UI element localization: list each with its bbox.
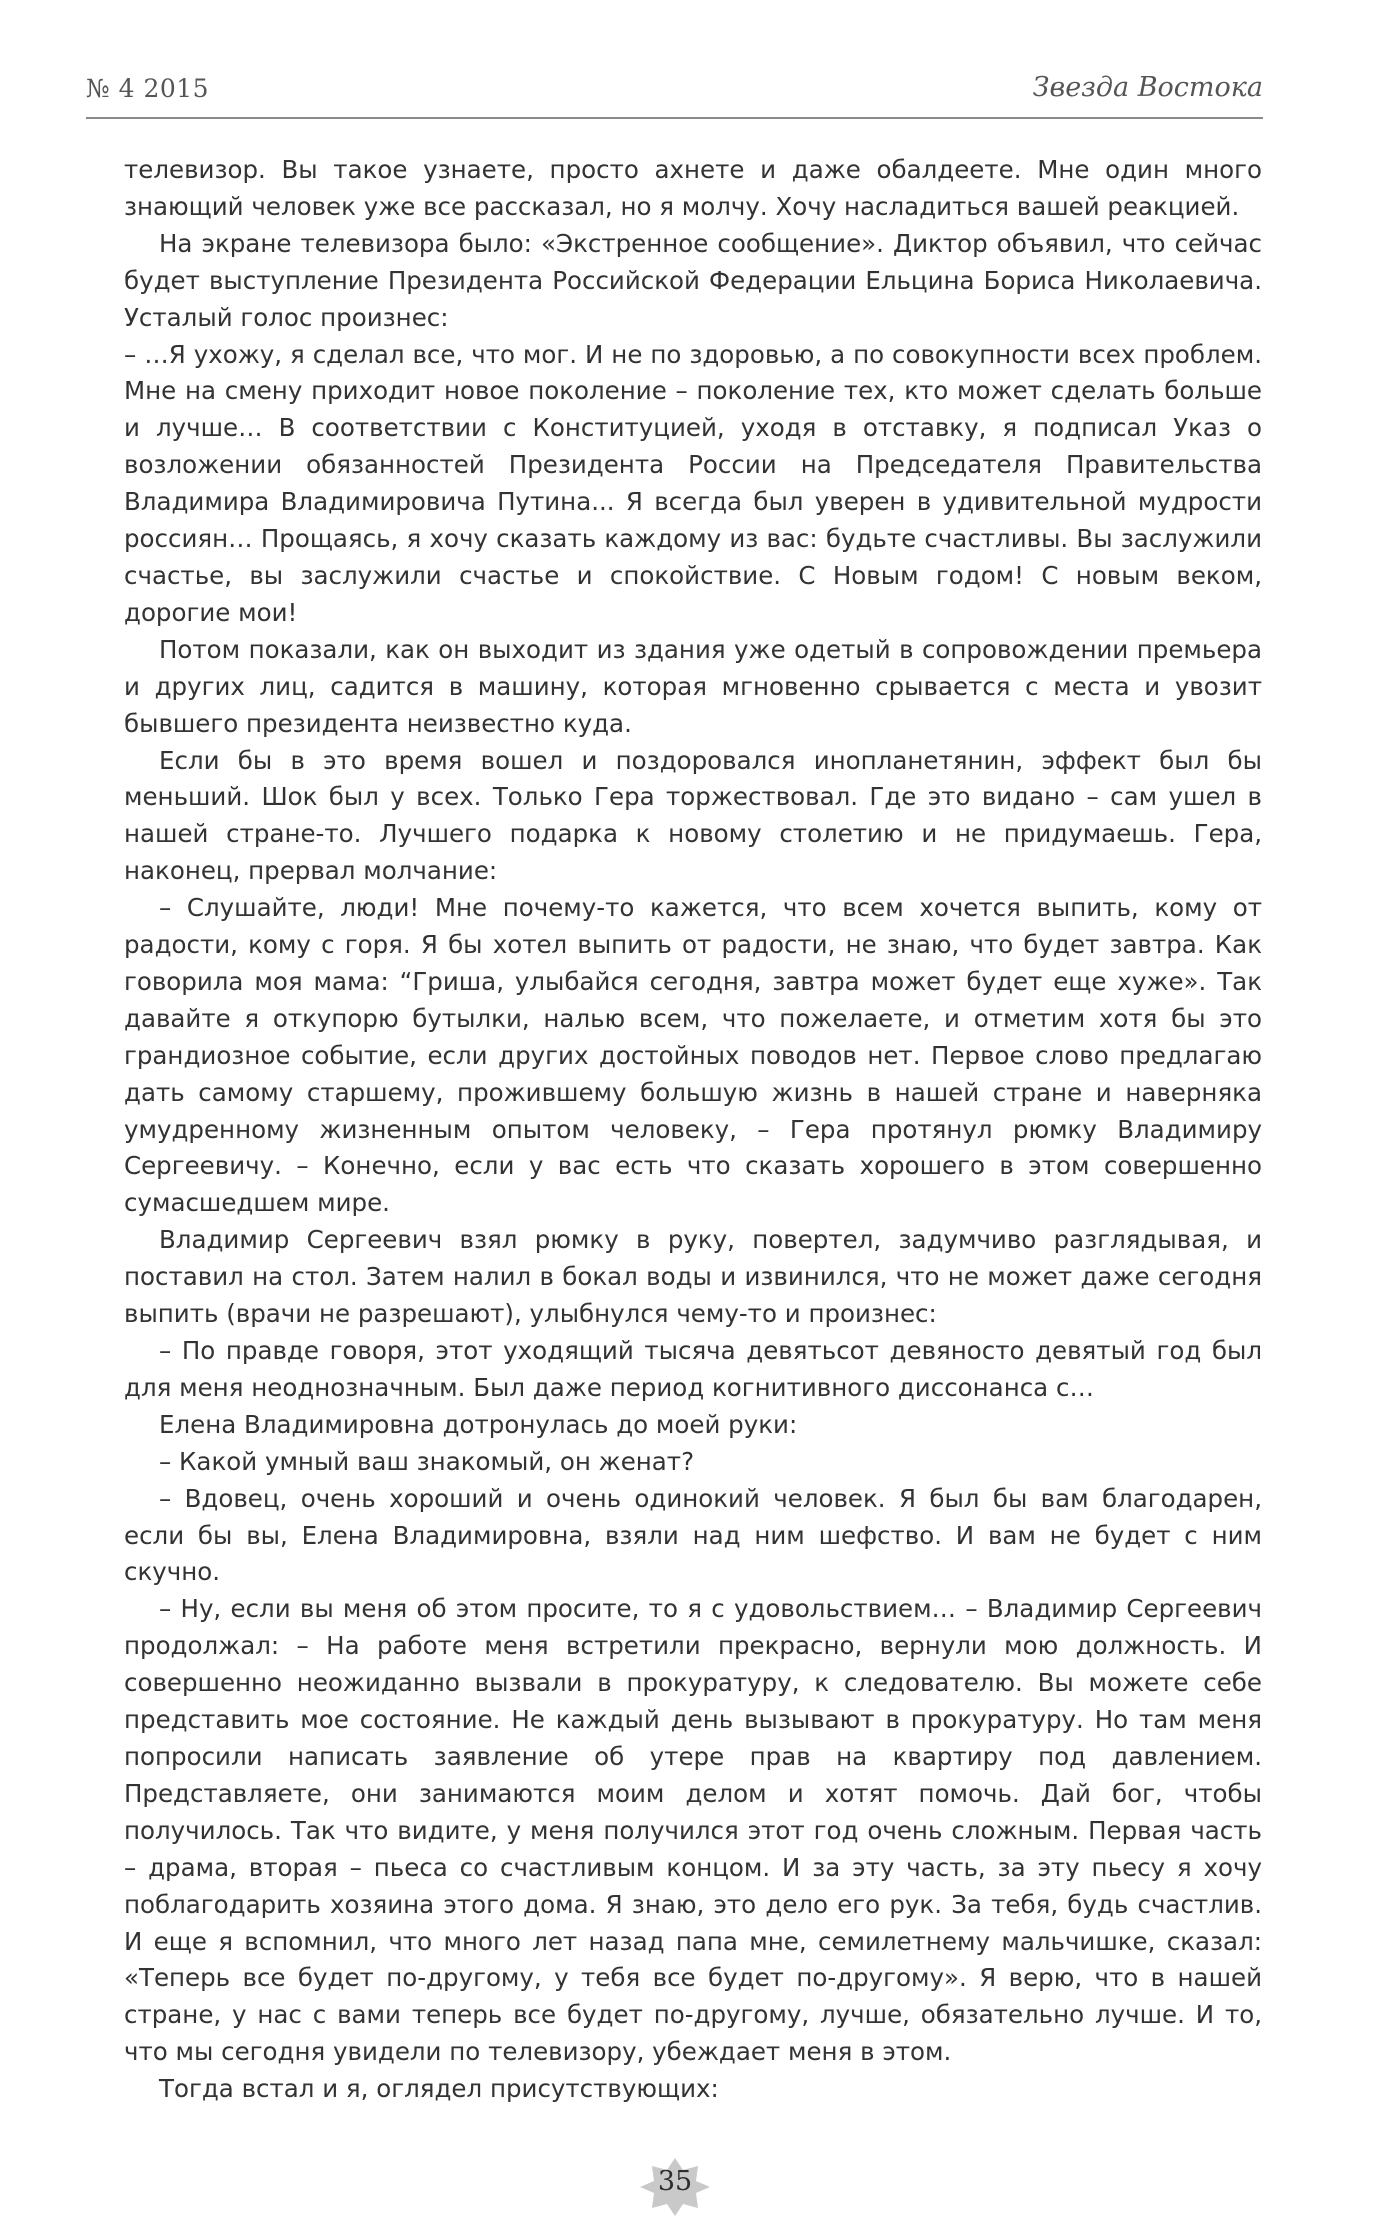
paragraph: – По правде говоря, этот уходящий тысяча девятьсот девяносто девятый год был для меня неоднозначным. Был даже период когнитивного диссонанса с… <box>124 1336 1262 1402</box>
running-header <box>0 0 1393 130</box>
paragraph: Тогда встал и я, оглядел присутствующих: <box>159 2074 719 2104</box>
paragraph: Елена Владимировна дотронулась до моей руки: <box>159 1409 798 1439</box>
page-number: 35 <box>657 2166 693 2197</box>
body-text <box>124 152 1262 2108</box>
header-rule <box>86 117 1263 119</box>
paragraph: – Ну, если вы меня об этом просите, то я с удовольствием… – Владимир Сергеевич продолжал: – На работе меня встретили прекрасно, вернули мою должность. И совершенно неожиданно вызвали в прокуратуру, к следователю. Вы можете себе представить мое состояние. Не каждый день вызывают в прокуратуру. Но там меня попросили написать заявление об утере прав на квартиру под давлением. Представляете, они занимаются моим делом и хотят помочь. Дай бог, чтобы получилось. Так что видите, у меня получился этот год очень сложным. Первая часть – драма, вторая – пьеса со счастливым концом. И за эту часть, за эту пьесу я хочу поблагодарить хозяина этого дома. Я знаю, это дело его рук. За тебя, будь счастлив. И еще я вспомнил, что много лет назад папа мне, семилетнему мальчишке, сказал: «Теперь все будет по-другому, у тебя все будет по-другому». Я верю, что в нашей стране, у нас с вами теперь все будет по-другому, лучше, обязательно лучше. И то, что мы сегодня увидели по телевизору, убеждает меня в этом. <box>124 1594 1262 2067</box>
paragraph: Владимир Сергеевич взял рюмку в руку, повертел, задумчиво разглядывая, и поставил на стол. Затем налил в бокал воды и извинился, что не может даже сегодня выпить (врачи не разрешают), улыбнулся чему-то и произнес: <box>124 1225 1262 1329</box>
paragraph: Если бы в это время вошел и поздоровался инопланетянин, эффект был бы меньший. Шок был у всех. Только Гера торжествовал. Где это видано – сам ушел в нашей стране-то. Лучшего подарка к новому столетию и не придумаешь. Гера, наконец, прервал молчание: <box>124 745 1262 886</box>
paragraph: – …Я ухожу, я сделал все, что мог. И не по здоровью, а по совокупности всех проблем. Мне на смену приходит новое поколение – поколение тех, кто может сделать больше и лучше… В соответствии с Конституцией, уходя в отставку, я подписал Указ о возложении обязанностей Президента России на Председателя Правительства Владимира Владимировича Путина... Я всегда был уверен в удивительной мудрости россиян… Прощаясь, я хочу сказать каждому из вас: будьте счастливы. Вы заслужили счастье, вы заслужили счастье и спокойствие. С Новым годом! С новым веком, дорогие мои! <box>124 339 1262 627</box>
paragraph: – Слушайте, люди! Мне почему-то кажется, что всем хочется выпить, кому от радости, кому с горя. Я бы хотел выпить от радости, не знаю, что будет завтра. Как говорила моя мама: “Гриша, улыбайся сегодня, завтра может будет еще хуже». Так давайте я откупорю бутылки, налью всем, что пожелаете, и отметим хотя бы это грандиозное событие, если других достойных поводов нет. Первое слово предлагаю дать самому старшему, прожившему большую жизнь в нашей стране и наверняка умудренному жизненным опытом человеку, – Гера протянул рюмку Владимиру Сергеевичу. – Конечно, если у вас есть что сказать хорошего в этом совершенно сумасшедшем мире. <box>124 893 1262 1218</box>
paragraph: Потом показали, как он выходит из здания уже одетый в сопровождении премьера и других лиц, садится в машину, которая мгновенно срывается с места и увозит бывшего президента неизвестно куда. <box>124 634 1262 738</box>
issue-number: № 4 2015 <box>86 74 210 103</box>
paragraph: телевизор. Вы такое узнаете, просто ахнете и даже обалдеете. Мне один много знающий человек уже все рассказал, но я молчу. Хочу насладиться вашей реакцией. <box>124 155 1262 221</box>
paragraph: – Вдовец, очень хороший и очень одинокий человек. Я был бы вам благодарен, если бы вы, Елена Владимировна, взяли над ним шефство. И вам не будет с ним скучно. <box>124 1483 1262 1587</box>
paragraph: – Какой умный ваш знакомый, он женат? <box>159 1446 695 1476</box>
page-number-ornament <box>640 2158 710 2216</box>
journal-title: Звезда Востока <box>1032 72 1263 103</box>
paragraph: На экране телевизора было: «Экстренное сообщение». Диктор объявил, что сейчас будет выступление Президента Российской Федерации Ельцина Бориса Николаевича. Усталый голос произнес: <box>124 228 1262 332</box>
